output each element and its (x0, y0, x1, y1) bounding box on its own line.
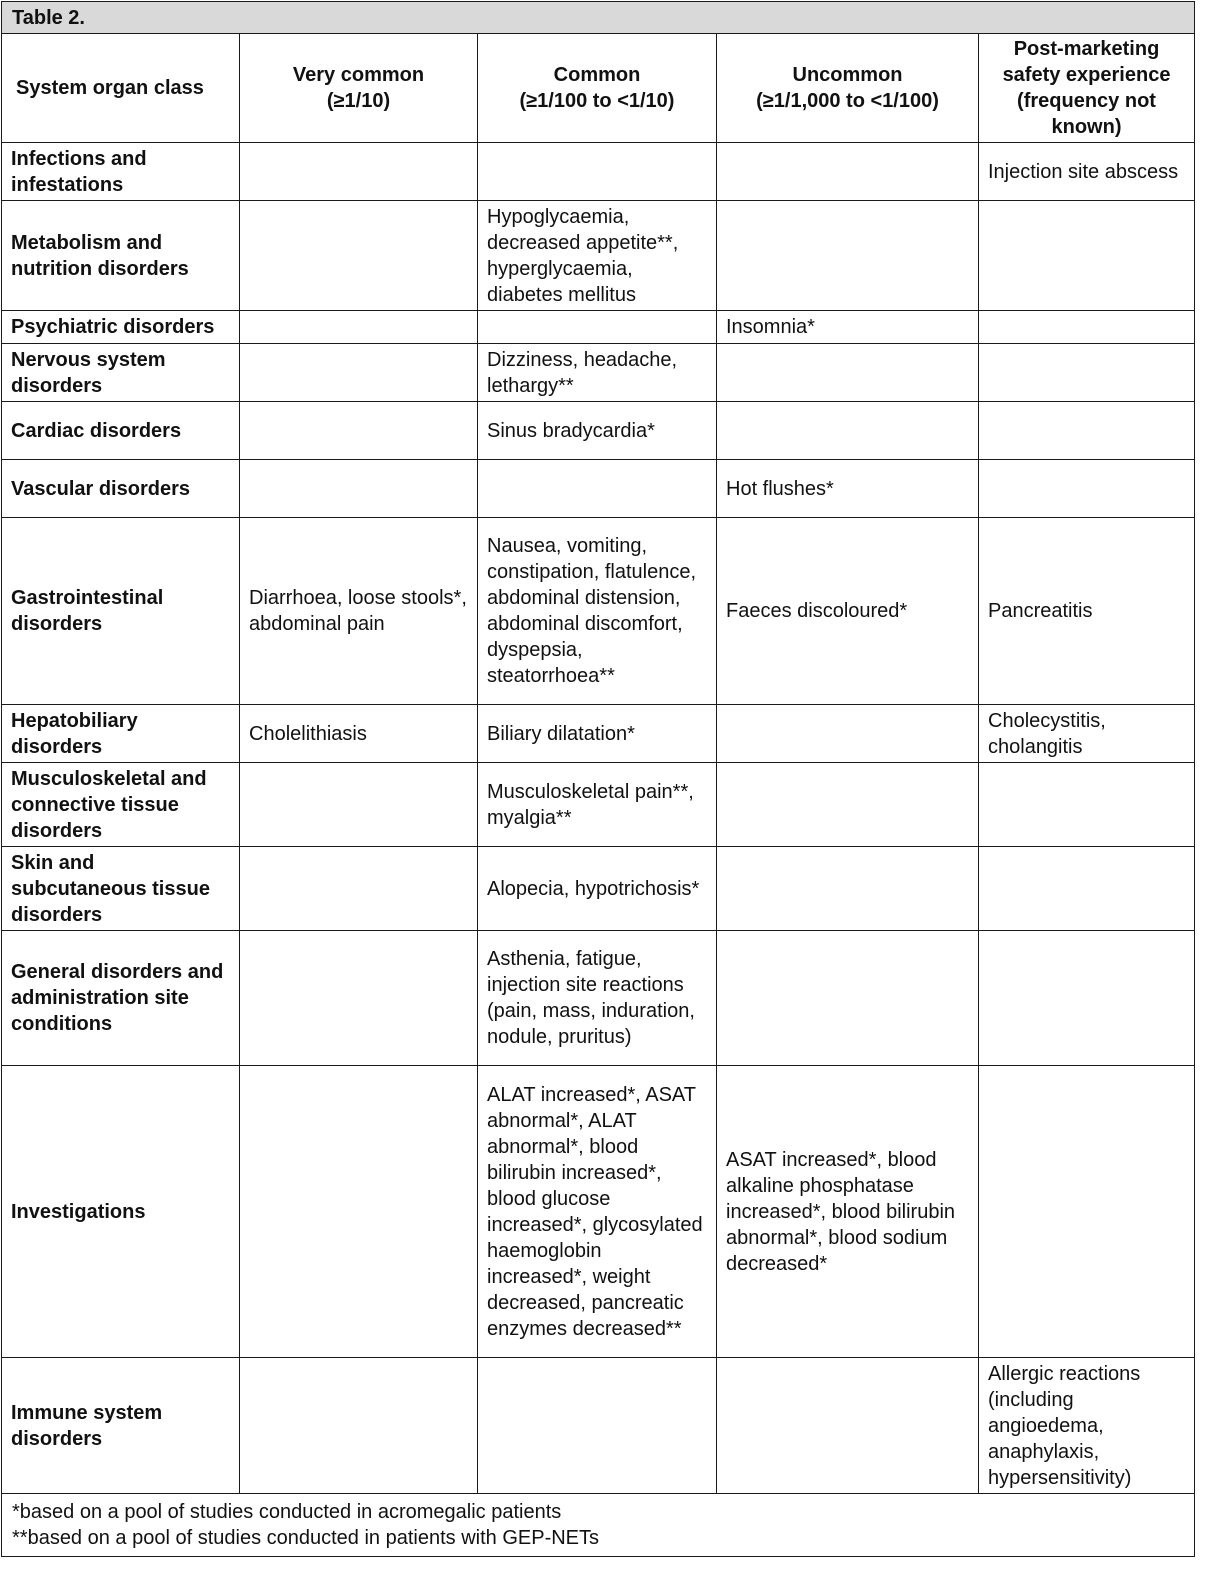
organ-cell: General disorders and administration site conditions (2, 931, 240, 1066)
post-marketing-cell (979, 402, 1195, 460)
very-common-cell (240, 460, 478, 518)
uncommon-cell: Insomnia* (717, 311, 979, 344)
post-marketing-cell (979, 201, 1195, 311)
header-common: Common (≥1/100 to <1/10) (478, 34, 717, 143)
organ-cell: Cardiac disorders (2, 402, 240, 460)
header-uncommon: Uncommon (≥1/1,000 to <1/100) (717, 34, 979, 143)
post-marketing-cell (979, 847, 1195, 931)
table-row (2, 1066, 1195, 1358)
organ-cell: Infections and infestations (2, 143, 240, 201)
table-header-row (2, 34, 1195, 143)
uncommon-cell (717, 763, 979, 847)
post-marketing-cell (979, 460, 1195, 518)
very-common-cell (240, 201, 478, 311)
common-cell (478, 311, 717, 344)
very-common-cell (240, 931, 478, 1066)
organ-cell: Investigations (2, 1066, 240, 1358)
very-common-cell (240, 311, 478, 344)
post-marketing-cell: Allergic reactions (including angioedema, anaphylaxis, hypersensitivity) (979, 1358, 1195, 1494)
post-marketing-cell (979, 931, 1195, 1066)
common-cell: Hypoglycaemia, decreased appetite**, hyperglycaemia, diabetes mellitus (478, 201, 717, 311)
table-row (2, 311, 1195, 344)
table-row (2, 847, 1195, 931)
common-cell (478, 1358, 717, 1494)
post-marketing-cell (979, 763, 1195, 847)
uncommon-cell (717, 1358, 979, 1494)
uncommon-cell (717, 402, 979, 460)
header-post-marketing: Post-marketing safety experience (frequency not known) (979, 34, 1195, 143)
table-body (2, 143, 1195, 1494)
uncommon-cell (717, 344, 979, 402)
table-row (2, 763, 1195, 847)
organ-cell: Vascular disorders (2, 460, 240, 518)
very-common-cell (240, 763, 478, 847)
table-row (2, 705, 1195, 763)
post-marketing-cell: Cholecystitis, cholangitis (979, 705, 1195, 763)
common-cell: Alopecia, hypotrichosis* (478, 847, 717, 931)
table-caption-row (2, 2, 1195, 34)
uncommon-cell (717, 931, 979, 1066)
adverse-reactions-table-container (1, 1, 1194, 1557)
table-row (2, 143, 1195, 201)
header-very-common: Very common (≥1/10) (240, 34, 478, 143)
footnote: **based on a pool of studies conducted in patients with GEP-NETs (12, 1527, 600, 1549)
uncommon-cell: Faeces discoloured* (717, 518, 979, 705)
organ-cell: Hepatobiliary disorders (2, 705, 240, 763)
very-common-cell (240, 847, 478, 931)
common-cell: Biliary dilatation* (478, 705, 717, 763)
common-cell: Musculoskeletal pain**, myalgia** (478, 763, 717, 847)
organ-cell: Skin and subcutaneous tissue disorders (2, 847, 240, 931)
common-cell: ALAT increased*, ASAT abnormal*, ALAT abnormal*, blood bilirubin increased*, blood glucose increased*, glycosylated haemoglobin increased*, weight decreased, pancreatic enzymes decreased** (478, 1066, 717, 1358)
uncommon-cell (717, 705, 979, 763)
organ-cell: Psychiatric disorders (2, 311, 240, 344)
common-cell: Sinus bradycardia* (478, 402, 717, 460)
uncommon-cell (717, 201, 979, 311)
table-row (2, 201, 1195, 311)
adverse-reactions-table (1, 1, 1195, 1557)
organ-cell: Musculoskeletal and connective tissue disorders (2, 763, 240, 847)
very-common-cell (240, 1066, 478, 1358)
organ-cell: Metabolism and nutrition disorders (2, 201, 240, 311)
footnotes (2, 1494, 1195, 1557)
very-common-cell: Diarrhoea, loose stools*, abdominal pain (240, 518, 478, 705)
common-cell: Asthenia, fatigue, injection site reactions (pain, mass, induration, nodule, pruritus) (478, 931, 717, 1066)
footnote-row (2, 1494, 1195, 1557)
common-cell (478, 460, 717, 518)
post-marketing-cell (979, 1066, 1195, 1358)
table-row (2, 402, 1195, 460)
very-common-cell (240, 402, 478, 460)
footnote: *based on a pool of studies conducted in acromegalic patients (12, 1501, 562, 1523)
organ-cell: Immune system disorders (2, 1358, 240, 1494)
uncommon-cell (717, 847, 979, 931)
uncommon-cell: ASAT increased*, blood alkaline phosphatase increased*, blood bilirubin abnormal*, blood sodium decreased* (717, 1066, 979, 1358)
common-cell (478, 143, 717, 201)
header-system-organ-class: System organ class (2, 34, 240, 143)
table-row (2, 518, 1195, 705)
common-cell: Nausea, vomiting, constipation, flatulence, abdominal distension, abdominal discomfort, dyspepsia, steatorrhoea** (478, 518, 717, 705)
very-common-cell (240, 344, 478, 402)
table-row (2, 931, 1195, 1066)
post-marketing-cell (979, 344, 1195, 402)
organ-cell: Gastrointestinal disorders (2, 518, 240, 705)
table-row (2, 1358, 1195, 1494)
table-row (2, 344, 1195, 402)
uncommon-cell: Hot flushes* (717, 460, 979, 518)
table-title: Table 2. (2, 2, 1195, 34)
post-marketing-cell: Injection site abscess (979, 143, 1195, 201)
very-common-cell: Cholelithiasis (240, 705, 478, 763)
very-common-cell (240, 1358, 478, 1494)
post-marketing-cell: Pancreatitis (979, 518, 1195, 705)
table-row (2, 460, 1195, 518)
common-cell: Dizziness, headache, lethargy** (478, 344, 717, 402)
very-common-cell (240, 143, 478, 201)
organ-cell: Nervous system disorders (2, 344, 240, 402)
uncommon-cell (717, 143, 979, 201)
post-marketing-cell (979, 311, 1195, 344)
